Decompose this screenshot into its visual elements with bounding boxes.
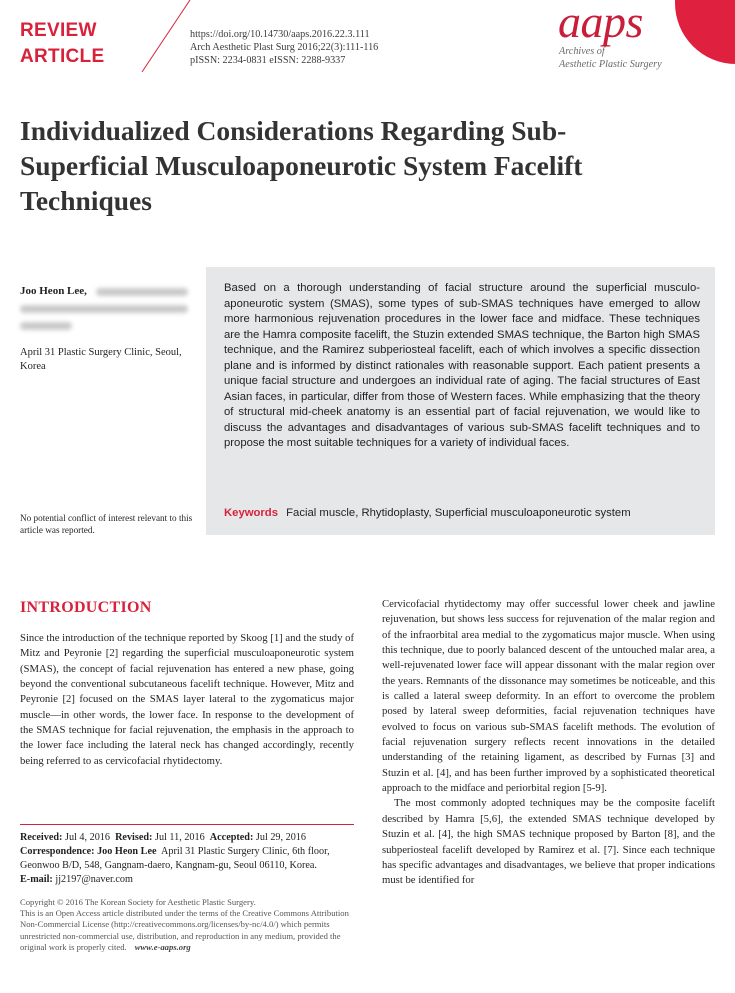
correspondence-address: April 31 Plastic Surgery Clinic, 6th floor, Geonwoo B/D, 548, Gangnam-daero, Kangnam-gu, Seoul 06110, Korea. [20, 845, 330, 871]
received-date: Jul 4, 2016 [64, 832, 110, 843]
keywords-label: Keywords [224, 507, 278, 519]
article-type-label [20, 18, 104, 70]
email-label: E-mail: [20, 873, 53, 885]
citation-block [190, 28, 378, 68]
journal-website-link[interactable]: www.e-aaps.org [134, 941, 191, 952]
journal-citation: Arch Aesthetic Plast Surg 2016;22(3):111-116 [190, 42, 379, 54]
copyright-line: Copyright © 2016 The Korean Society for Aesthetic Plastic Surgery. [20, 897, 256, 907]
doi-link[interactable]: https://doi.org/10.14730/aaps.2016.22.3.111 [190, 29, 370, 40]
revised-date: Jul 11, 2016 [154, 832, 205, 843]
article-title: Individualized Considerations Regarding Sub-Superficial Musculoaponeurotic System Facelift Techniques [20, 115, 583, 216]
body-paragraph: The most commonly adopted techniques may be the composite facelift described by Hamra [5,6], the extended SMAS technique developed by Stuzin et al. [4], the high SMAS technique proposed by Barton [8], and the subperiosteal facelift developed by Ramirez et al. [7]. Since each technique has specific advantages and disadvantages, we believe that proper indications must be identified for [382, 797, 715, 887]
correspondence-line [20, 845, 360, 873]
abstract-text: Based on a thorough understanding of facial structure around the superficial musculoaponeurotic system (SMAS), some types of sub-SMAS techniques have emerged to allow more harmonious rejuvenation procedures in the lower face and midface. These techniques are the Hamra composite facelift, the Stuzin extended SMAS technique, the Barton high SMAS technique, and the Ramirez subperiosteal facelift, each of which involves a specific dissection plane and is informed by distinct rationales with reasonable support. Each patient presents a unique facial structure and undergoes an individual rate of aging. The facial structures of East Asian faces, in particular, differ from those of Western faces. While emphasizing that the theory of structural mid-cheek anatomy is an essential part of facial rejuvenation, we would like to discuss the advantages and disadvantages of various sub-SMAS facelift techniques and to propose the most suitable techniques for a variety of individual faces. [224, 282, 700, 450]
revised-label: Revised: [115, 832, 153, 843]
redacted-author-names [20, 305, 188, 313]
correspondence-name: Joo Heon Lee [97, 845, 157, 857]
review-label-line2: ARTICLE [20, 46, 105, 67]
section-heading-introduction: INTRODUCTION [20, 599, 152, 616]
author-name: Joo Heon Lee, [20, 285, 87, 297]
footnote-divider [20, 824, 354, 825]
header-divider-slash [120, 0, 200, 74]
email-line [20, 873, 360, 887]
body-paragraph: Since the introduction of the technique reported by Skoog [1] and the study of Mitz and Peyronie [2] regarding the superficial musculoaponeurotic system (SMAS), the concept of facial rejuvenation has entered a new phase, going beyond the conventional subcutaneous facelift technique. However, Mitz and Peyronie [2] focused on the SMAS layer lateral to the zygomaticus major muscle—in other words, the lower face. In response to the development of the SMAS technique for facial rejuvenation, the emphasis in the approach to the lower face including the lateral neck has changed accordingly, recently being referred to as cervicofacial rhytidectomy. [20, 632, 354, 767]
email-link[interactable]: jj2197@naver.com [55, 873, 133, 885]
correspondence-label: Correspondence: [20, 845, 95, 857]
copyright-block [20, 897, 360, 953]
journal-name [559, 46, 662, 71]
corner-decoration [675, 0, 735, 64]
review-label-line1: REVIEW [20, 20, 97, 41]
article-history [20, 831, 360, 887]
journal-name-line2: Aesthetic Plastic Surgery [559, 58, 662, 70]
body-paragraph: Cervicofacial rhytidectomy may offer successful lower cheek and jawline rejuvenation, but shows less success for rejuvenation of the malar region and of the infraorbital area medial to the zygomaticus major muscle. When using this technique, due to poorly balanced descent of the untouched malar area, a well-rejuvenated lower face will appear dissonant with the malar region over the years. Remnants of the dissonance may sometimes be noticeable, and this is called a lateral sweep deformity. In an effort to overcome the problem posed by lateral sweep deformities, facial rejuvenation techniques have evolved to focus on various sub-SMAS facelift methods. The evolution of facial rejuvenation surgery reflects recent innovations in the detailed understanding of the retaining ligament, as described by Furnas [3] and Stuzin et al. [4], and has been further improved by a sophisticated theoretical approach to the midface and periorbital region [5-9]. [382, 598, 715, 795]
received-label: Received: [20, 832, 63, 843]
redacted-author-names [96, 288, 188, 296]
license-statement: This is an Open Access article distributed under the terms of the Creative Commons Attribution Non-Commercial License (http://creativecommons.org/licenses/by-nc/4.0/) which permits unrestricted non-commercial use, distribution, and reproduction in any medium, provided the original work is properly cited. [20, 908, 349, 952]
keywords-row [224, 507, 704, 519]
dates-line [20, 831, 360, 845]
journal-name-line1: Archives of [559, 46, 605, 57]
left-column-text [20, 631, 354, 769]
redacted-author-names [20, 322, 72, 330]
author-affiliation: April 31 Plastic Surgery Clinic, Seoul, Korea [20, 347, 182, 372]
accepted-label: Accepted: [209, 832, 254, 843]
accepted-date: Jul 29, 2016 [255, 832, 306, 843]
keywords-list: Facial muscle, Rhytidoplasty, Superficial musculoaponeurotic system [286, 507, 631, 519]
right-column-text [382, 597, 715, 889]
issn-line: pISSN: 2234-0831 eISSN: 2288-9337 [190, 55, 346, 67]
abstract-box [206, 267, 715, 535]
conflict-statement: No potential conflict of interest relevant to this article was reported. [20, 513, 193, 535]
journal-logo: aaps [558, 0, 643, 47]
license-text [20, 908, 360, 953]
